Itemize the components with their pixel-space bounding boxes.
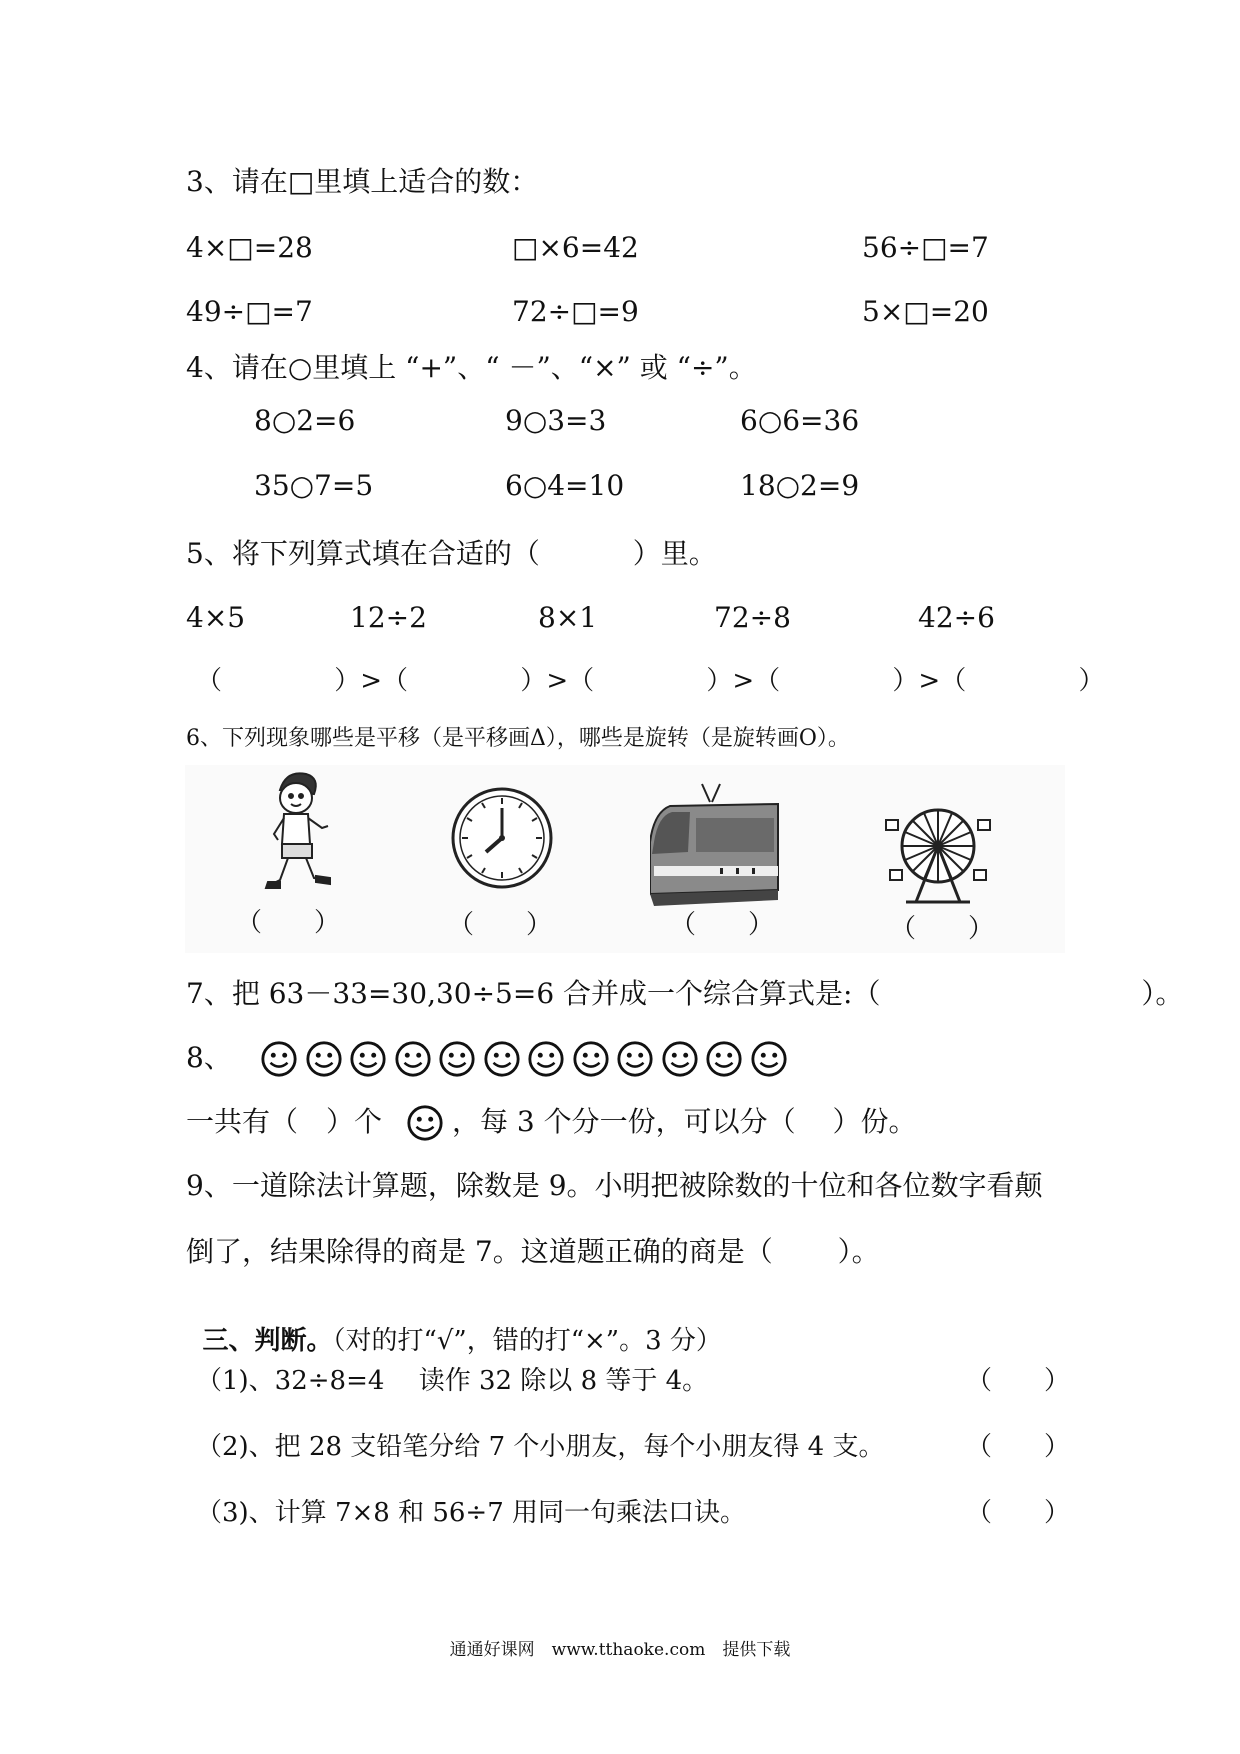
q5-item: 42÷6 — [918, 601, 995, 634]
q5-item: 12÷2 — [350, 601, 427, 634]
q8-line-after: ，每 3 个分一份，可以分（ ）份。 — [452, 1105, 917, 1138]
q3-item: 72÷□=9 — [512, 295, 639, 328]
q4-item: 35○7=5 — [254, 469, 374, 502]
smiley-face-icon — [406, 1104, 444, 1142]
smiley-face-icon — [260, 1040, 298, 1078]
q5-item: 72÷8 — [714, 601, 791, 634]
q6-answer-blank: （ ） — [448, 910, 553, 940]
section3-heading — [186, 1302, 722, 1354]
q4-item: 6○4=10 — [505, 469, 625, 502]
footer-text: 通通好课网 www.tthaoke.com 提供下载 — [449, 1640, 791, 1660]
q5-compare-line: （ ）>（ ）>（ ）>（ ）>（ ） — [196, 666, 1105, 696]
q3-item: 5×□=20 — [862, 295, 989, 328]
q6-answer-blank: （ ） — [670, 910, 775, 940]
smiley-face-icon — [305, 1040, 343, 1078]
train-icon — [650, 782, 782, 912]
q4-item: 8○2=6 — [254, 404, 356, 437]
smiley-face-icon — [705, 1040, 743, 1078]
clock-icon — [450, 786, 554, 890]
judge-answer-blank: （ ） — [966, 1432, 1071, 1462]
q6-title: 6、下列现象哪些是平移（是平移画Δ），哪些是旋转（是旋转画O）。 — [186, 726, 850, 751]
q6-answer-blank: （ ） — [236, 908, 341, 938]
smiley-face-icon — [438, 1040, 476, 1078]
judge-answer-blank: （ ） — [966, 1498, 1071, 1528]
q5-title: 5、将下列算式填在合适的（ ）里。 — [186, 537, 717, 570]
q9-line1: 9、一道除法计算题，除数是 9。小明把被除数的十位和各位数字看颠 — [186, 1169, 1043, 1202]
smiley-face-icon — [527, 1040, 565, 1078]
q5-item: 8×1 — [538, 601, 598, 634]
q3-item: 56÷□=7 — [862, 231, 989, 264]
judge-item: （3)、计算 7×8 和 56÷7 用同一句乘法口诀。 — [196, 1498, 747, 1528]
smiley-face-icon — [661, 1040, 699, 1078]
section3-heading-rest: （对的打“√”，错的打“×”。3 分） — [332, 1326, 722, 1356]
q3-item: □×6=42 — [512, 231, 639, 264]
judge-item: （2)、把 28 支铅笔分给 7 个小朋友，每个小朋友得 4 支。 — [196, 1432, 885, 1462]
q3-item: 49÷□=7 — [186, 295, 313, 328]
q8-line-before: 一共有（ ）个 — [186, 1105, 383, 1138]
q5-item: 4×5 — [186, 601, 246, 634]
judge-item: （1)、32÷8=4 读作 32 除以 8 等于 4。 — [196, 1366, 709, 1396]
boy-walking-icon — [258, 768, 338, 898]
q4-item: 9○3=3 — [505, 404, 607, 437]
smiley-face-icon — [572, 1040, 610, 1078]
smiley-face-icon — [616, 1040, 654, 1078]
q3-title: 3、请在□里填上适合的数： — [186, 165, 539, 198]
q4-item: 6○6=36 — [740, 404, 860, 437]
q8-label: 8、 — [186, 1041, 232, 1074]
q7-title: 7、把 63－33=30,30÷5=6 合并成一个综合算式是:（ ）。 — [186, 977, 1184, 1010]
q4-title: 4、请在○里填上 “+”、“ －”、“×” 或 “÷”。 — [186, 351, 757, 384]
q4-item: 18○2=9 — [740, 469, 860, 502]
judge-answer-blank: （ ） — [966, 1366, 1071, 1396]
q6-answer-blank: （ ） — [890, 914, 995, 944]
smiley-face-icon — [750, 1040, 788, 1078]
smiley-face-icon — [349, 1040, 387, 1078]
ferris-wheel-icon — [882, 798, 994, 908]
smiley-face-icon — [483, 1040, 521, 1078]
q3-item: 4×□=28 — [186, 231, 313, 264]
smiley-face-icon — [394, 1040, 432, 1078]
section3-heading-bold: 三、判断。 — [202, 1326, 333, 1356]
q9-line2: 倒了，结果除得的商是 7。这道题正确的商是（ ）。 — [186, 1235, 880, 1268]
